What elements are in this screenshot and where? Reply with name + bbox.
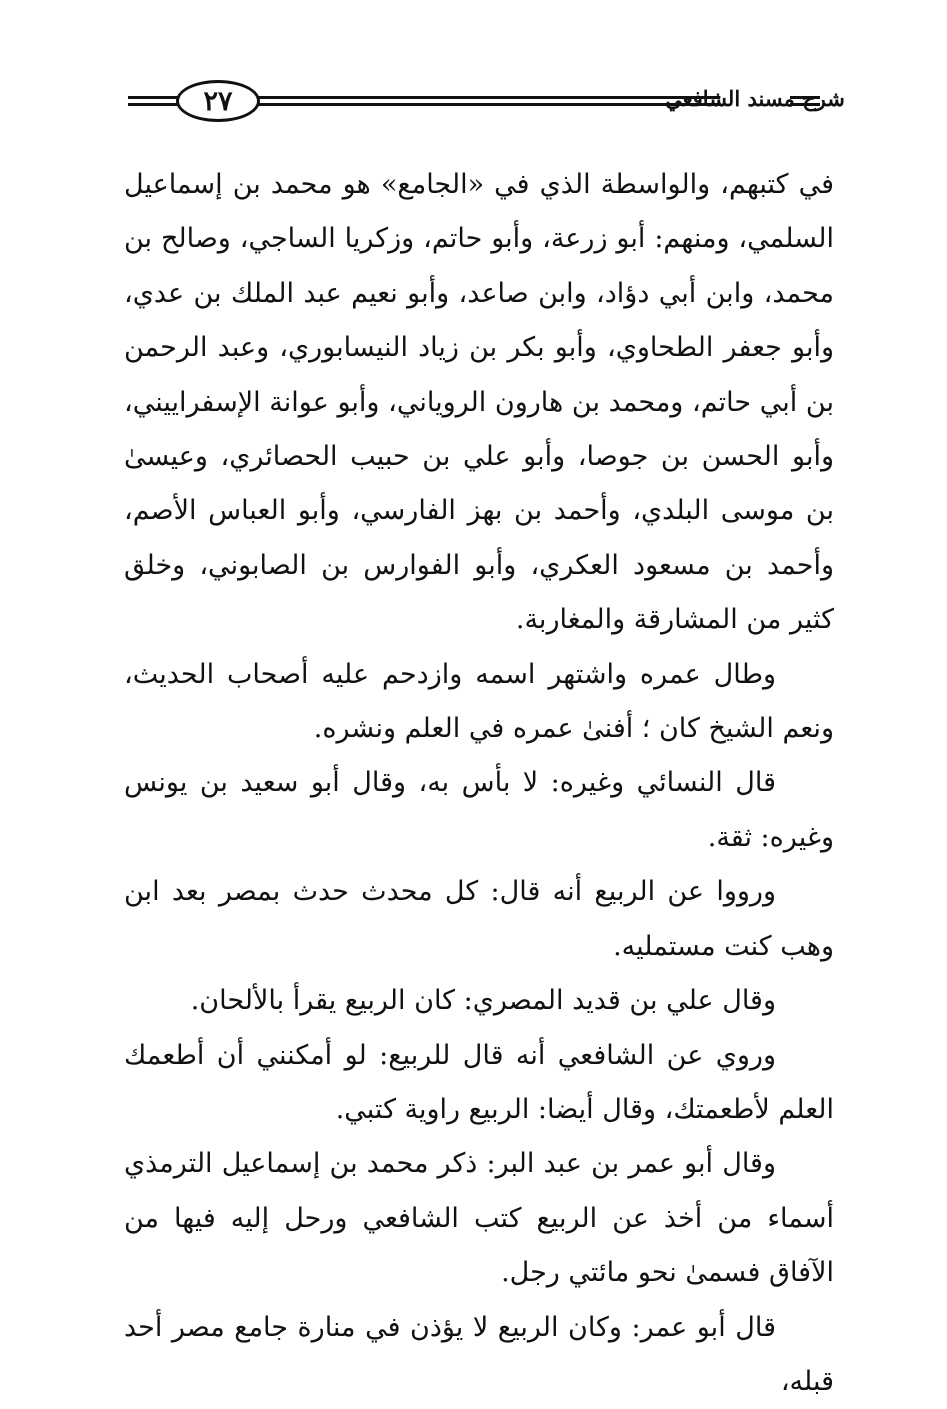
page-header (128, 70, 845, 132)
running-title (665, 86, 845, 111)
header-double-rule-left (128, 96, 178, 106)
paragraph-ali-ibn-qudayd: وقال علي بن قديد المصري: كان الربيع يقرأ بالألحان. (190, 985, 776, 1017)
paragraph-ibn-abd-al-barr: وقال أبو عمر بن عبد البر: ذكر محمد بن إسماعيل الترمذي أسماء من أخذ عن الربيع كتب الشافعي ورحل إليه فيها من الآفاق فسمىٰ نحو مائتي رجل. (124, 1148, 834, 1289)
page-number (176, 80, 260, 122)
paragraph-nasai: قال النسائي وغيره: لا بأس به، وقال أبو سعيد بن يونس وغيره: ثقة. (124, 767, 834, 853)
paragraph-narrators: في كتبهم، والواسطة الذي في «الجامع» هو محمد بن إسماعيل السلمي، ومنهم: أبو زرعة، وأبو حاتم، وزكريا الساجي، وصالح بن محمد، وابن أبي دؤاد، وابن صاعد، وأبو نعيم عبد الملك بن عدي، وأبو جعفر الطحاوي، وأبو بكر بن زياد النيسابوري، وعبد الرحمن بن أبي حاتم، ومحمد بن هارون الروياني، وأبو عوانة الإسفراييني، وأبو الحسن بن جوصا، وأبو علي بن حبيب الحصائري، وعيسىٰ بن موسى البلدي، وأحمد بن بهز الفارسي، وأبو العباس الأصم، وأحمد بن مسعود العكري، وأبو الفوارس بن الصابوني، وخلق كثير من المشارقة والمغاربة. (124, 169, 834, 636)
paragraph-long-life: وطال عمره واشتهر اسمه وازدحم عليه أصحاب الحديث، ونعم الشيخ كان ؛ أفنىٰ عمره في العلم ونشره. (124, 658, 834, 745)
page-number-text: ٢٧ (203, 85, 233, 117)
paragraph-abu-umar: قال أبو عمر: وكان الربيع لا يؤذن في منارة جامع مصر أحد قبله، (124, 1311, 834, 1397)
paragraph-mustamli: ورووا عن الربيع أنه قال: كل محدث حدث بمصر بعد ابن وهب كنت مستمليه. (124, 876, 834, 962)
running-title-text: شرح مسند الشافعي (665, 86, 845, 111)
header-double-rule-middle (258, 96, 720, 106)
paragraph-shafii-quote: وروي عن الشافعي أنه قال للربيع: لو أمكنني أن أطعمك العلم لأطعمتك، وقال أيضا: الربيع راوية كتبي. (124, 1039, 834, 1125)
body-text (124, 158, 834, 1409)
header-double-rule-right (790, 96, 820, 106)
